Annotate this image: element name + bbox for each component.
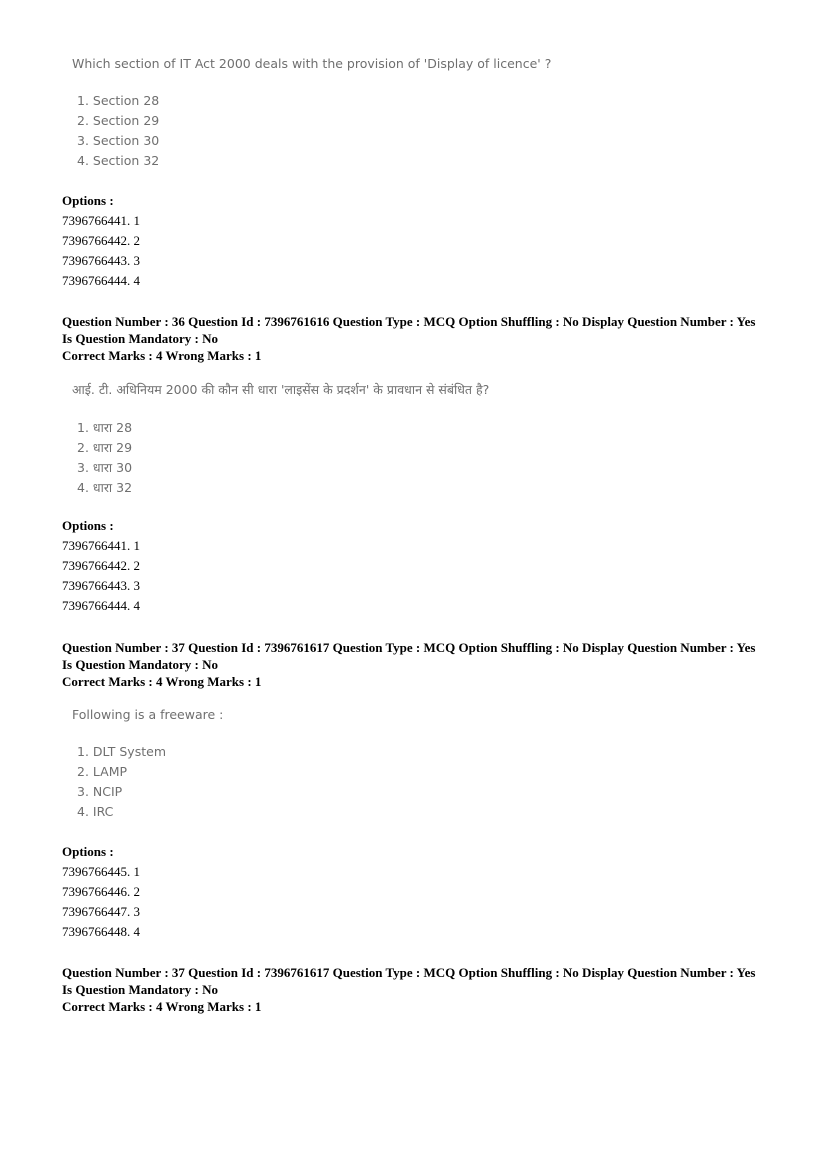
choice-item: 2. LAMP: [77, 764, 128, 779]
choice-item: 2. धारा 29: [77, 440, 133, 455]
option-id: 7396766448. 4: [62, 924, 140, 939]
choice-item: 1. DLT System: [77, 744, 166, 759]
choice-item: 4. Section 32: [77, 153, 160, 168]
options-label: Options :: [62, 193, 114, 208]
question-meta: [62, 313, 755, 364]
options-label: Options :: [62, 518, 114, 533]
question-mandatory: Is Question Mandatory : No: [62, 982, 219, 997]
option-id: 7396766444. 4: [62, 273, 140, 288]
choice-item: 1. धारा 28: [77, 420, 133, 435]
option-id: 7396766442. 2: [62, 558, 140, 573]
option-id: 7396766441. 1: [62, 213, 140, 228]
question-marks: Correct Marks : 4 Wrong Marks : 1: [62, 674, 262, 689]
question-meta-line: Question Number : 37 Question Id : 7396761617 Question Type : MCQ Option Shuffling : No Display Question Number : Yes: [62, 965, 756, 980]
option-id: 7396766447. 3: [62, 904, 140, 919]
options-block: [62, 516, 140, 616]
options-block: [62, 842, 140, 942]
question-meta: [62, 639, 755, 690]
choice-item: 3. NCIP: [77, 784, 123, 799]
question-marks: Correct Marks : 4 Wrong Marks : 1: [62, 999, 262, 1014]
choice-item: 4. धारा 32: [77, 480, 133, 495]
option-id: 7396766444. 4: [62, 598, 140, 613]
question-marks: Correct Marks : 4 Wrong Marks : 1: [62, 348, 262, 363]
options-label: Options :: [62, 844, 114, 859]
choice-item: 2. Section 29: [77, 113, 160, 128]
option-id: 7396766445. 1: [62, 864, 140, 879]
choice-item: 3. धारा 30: [77, 460, 133, 475]
question-meta-line: Question Number : 37 Question Id : 7396761617 Question Type : MCQ Option Shuffling : No Display Question Number : Yes: [62, 640, 756, 655]
question-mandatory: Is Question Mandatory : No: [62, 331, 219, 346]
question-image: [72, 56, 551, 171]
question-mandatory: Is Question Mandatory : No: [62, 657, 219, 672]
choice-item: 3. Section 30: [77, 133, 160, 148]
choice-item: 1. Section 28: [77, 93, 160, 108]
choice-item: 4. IRC: [77, 804, 114, 819]
option-id: 7396766443. 3: [62, 578, 140, 593]
option-id: 7396766442. 2: [62, 233, 140, 248]
options-block: [62, 191, 140, 291]
question-image: [72, 381, 489, 498]
question-image: [72, 707, 223, 822]
question-text: Following is a freeware :: [72, 707, 224, 722]
option-id: 7396766443. 3: [62, 253, 140, 268]
option-id: 7396766441. 1: [62, 538, 140, 553]
question-meta-line: Question Number : 36 Question Id : 7396761616 Question Type : MCQ Option Shuffling : No Display Question Number : Yes: [62, 314, 756, 329]
question-text: Which section of IT Act 2000 deals with the provision of 'Display of licence' ?: [72, 56, 552, 71]
question-text: आई. टी. अधिनियम 2000 की कौन सी धारा 'लाइसेंस के प्रदर्शन' के प्रावधान से संबंधित है?: [72, 382, 490, 397]
question-meta: [62, 964, 755, 1015]
option-id: 7396766446. 2: [62, 884, 140, 899]
